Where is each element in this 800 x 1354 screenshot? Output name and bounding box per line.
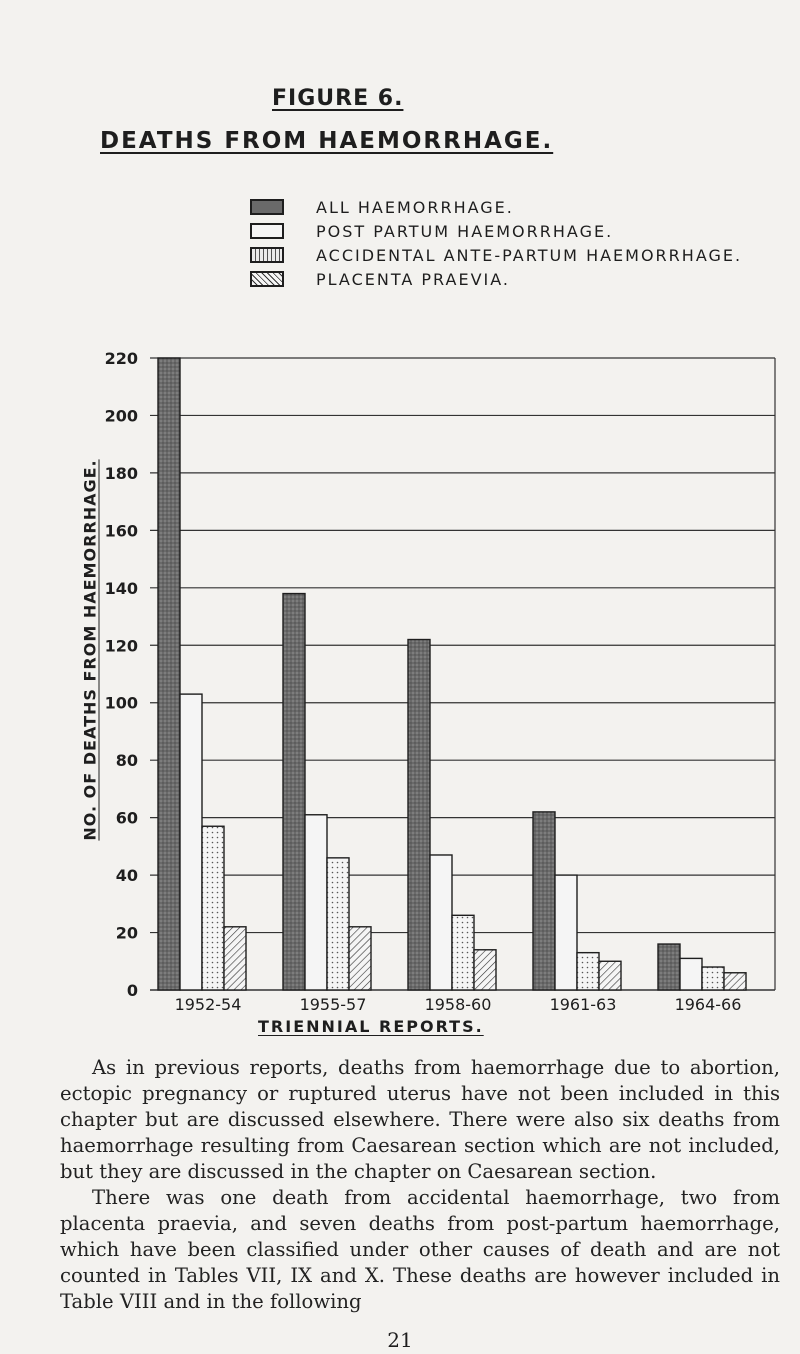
x-tick-1961-63: 1961-63 — [549, 995, 617, 1014]
bar-post-1958-60 — [430, 855, 452, 990]
x-tick-1952-54: 1952-54 — [174, 995, 242, 1014]
y-tick-160: 160 — [104, 521, 138, 541]
y-tick-220: 220 — [104, 349, 138, 368]
y-tick-0: 0 — [126, 981, 138, 1000]
bar-post-1961-63 — [555, 875, 577, 990]
x-axis-label: TRIENNIAL REPORTS. — [258, 1017, 484, 1036]
figure-label: FIGURE 6. — [272, 86, 404, 111]
bar-accidental-1955-57 — [327, 858, 349, 990]
y-tick-80: 80 — [115, 751, 138, 771]
legend-label-post-partum: POST PARTUM HAEMORRHAGE. — [316, 221, 614, 241]
legend-label-all: ALL HAEMORRHAGE. — [316, 197, 514, 217]
bar-all-1955-57 — [283, 594, 305, 990]
bar-all-1952-54 — [158, 358, 180, 990]
bar-all-1958-60 — [408, 640, 430, 990]
y-axis-label: NO. OF DEATHS FROM HAEMORRHAGE. — [80, 459, 100, 841]
y-tick-180: 180 — [104, 463, 138, 483]
chart-title: DEATHS FROM HAEMORRHAGE. — [100, 128, 554, 154]
y-tick-20: 20 — [115, 923, 138, 943]
bar-all-1961-63 — [533, 812, 555, 990]
x-tick-1964-66: 1964-66 — [674, 995, 742, 1014]
legend-label-accidental: ACCIDENTAL ANTE-PARTUM HAEMORRHAGE. — [316, 245, 743, 265]
y-tick-200: 200 — [104, 406, 138, 426]
y-tick-labels — [105, 349, 138, 1000]
paragraph-2: There was one death from accidental haemorrhage, two from placenta praevia, and seven deaths from post-partum haemorrhage, which have been classified under other causes of death and are not counted in Tables VII, IX and X. These deaths are however included in Table VIII and in the following — [60, 1186, 780, 1313]
y-tick-60: 60 — [115, 808, 138, 828]
bar-accidental-1958-60 — [452, 915, 474, 990]
x-tick-labels — [175, 995, 742, 1014]
bar-accidental-1952-54 — [202, 826, 224, 990]
bar-placenta-1964-66 — [724, 973, 746, 990]
bar-placenta-1952-54 — [224, 927, 246, 990]
bar-placenta-1958-60 — [474, 950, 496, 990]
bar-post-1952-54 — [180, 694, 202, 990]
legend-label-placenta-praevia: PLACENTA PRAEVIA. — [316, 269, 510, 289]
bar-post-1964-66 — [680, 958, 702, 990]
bar-accidental-1964-66 — [702, 967, 724, 990]
gridlines — [150, 358, 775, 990]
y-tick-120: 120 — [104, 636, 138, 656]
bar-post-1955-57 — [305, 815, 327, 990]
x-tick-1955-57: 1955-57 — [299, 995, 367, 1014]
y-tick-140: 140 — [104, 578, 138, 598]
y-tick-40: 40 — [115, 866, 138, 886]
page-number: 21 — [387, 1328, 413, 1352]
paragraph-1: As in previous reports, deaths from haemorrhage due to abortion, ectopic pregnancy or ruptured uterus have not been included in this chapter but are discussed elsewhere. There were also six deaths from haemorrhage resulting from Caesarean section which are not included, but they are discussed in the chapter on Caesarean section. — [60, 1056, 780, 1183]
bar-accidental-1961-63 — [577, 953, 599, 990]
bar-placenta-1955-57 — [349, 927, 371, 990]
bars-group — [158, 358, 746, 990]
bar-all-1964-66 — [658, 944, 680, 990]
body-text — [60, 1055, 780, 1315]
bar-placenta-1961-63 — [599, 961, 621, 990]
y-tick-100: 100 — [104, 693, 138, 713]
x-tick-1958-60: 1958-60 — [424, 995, 492, 1014]
